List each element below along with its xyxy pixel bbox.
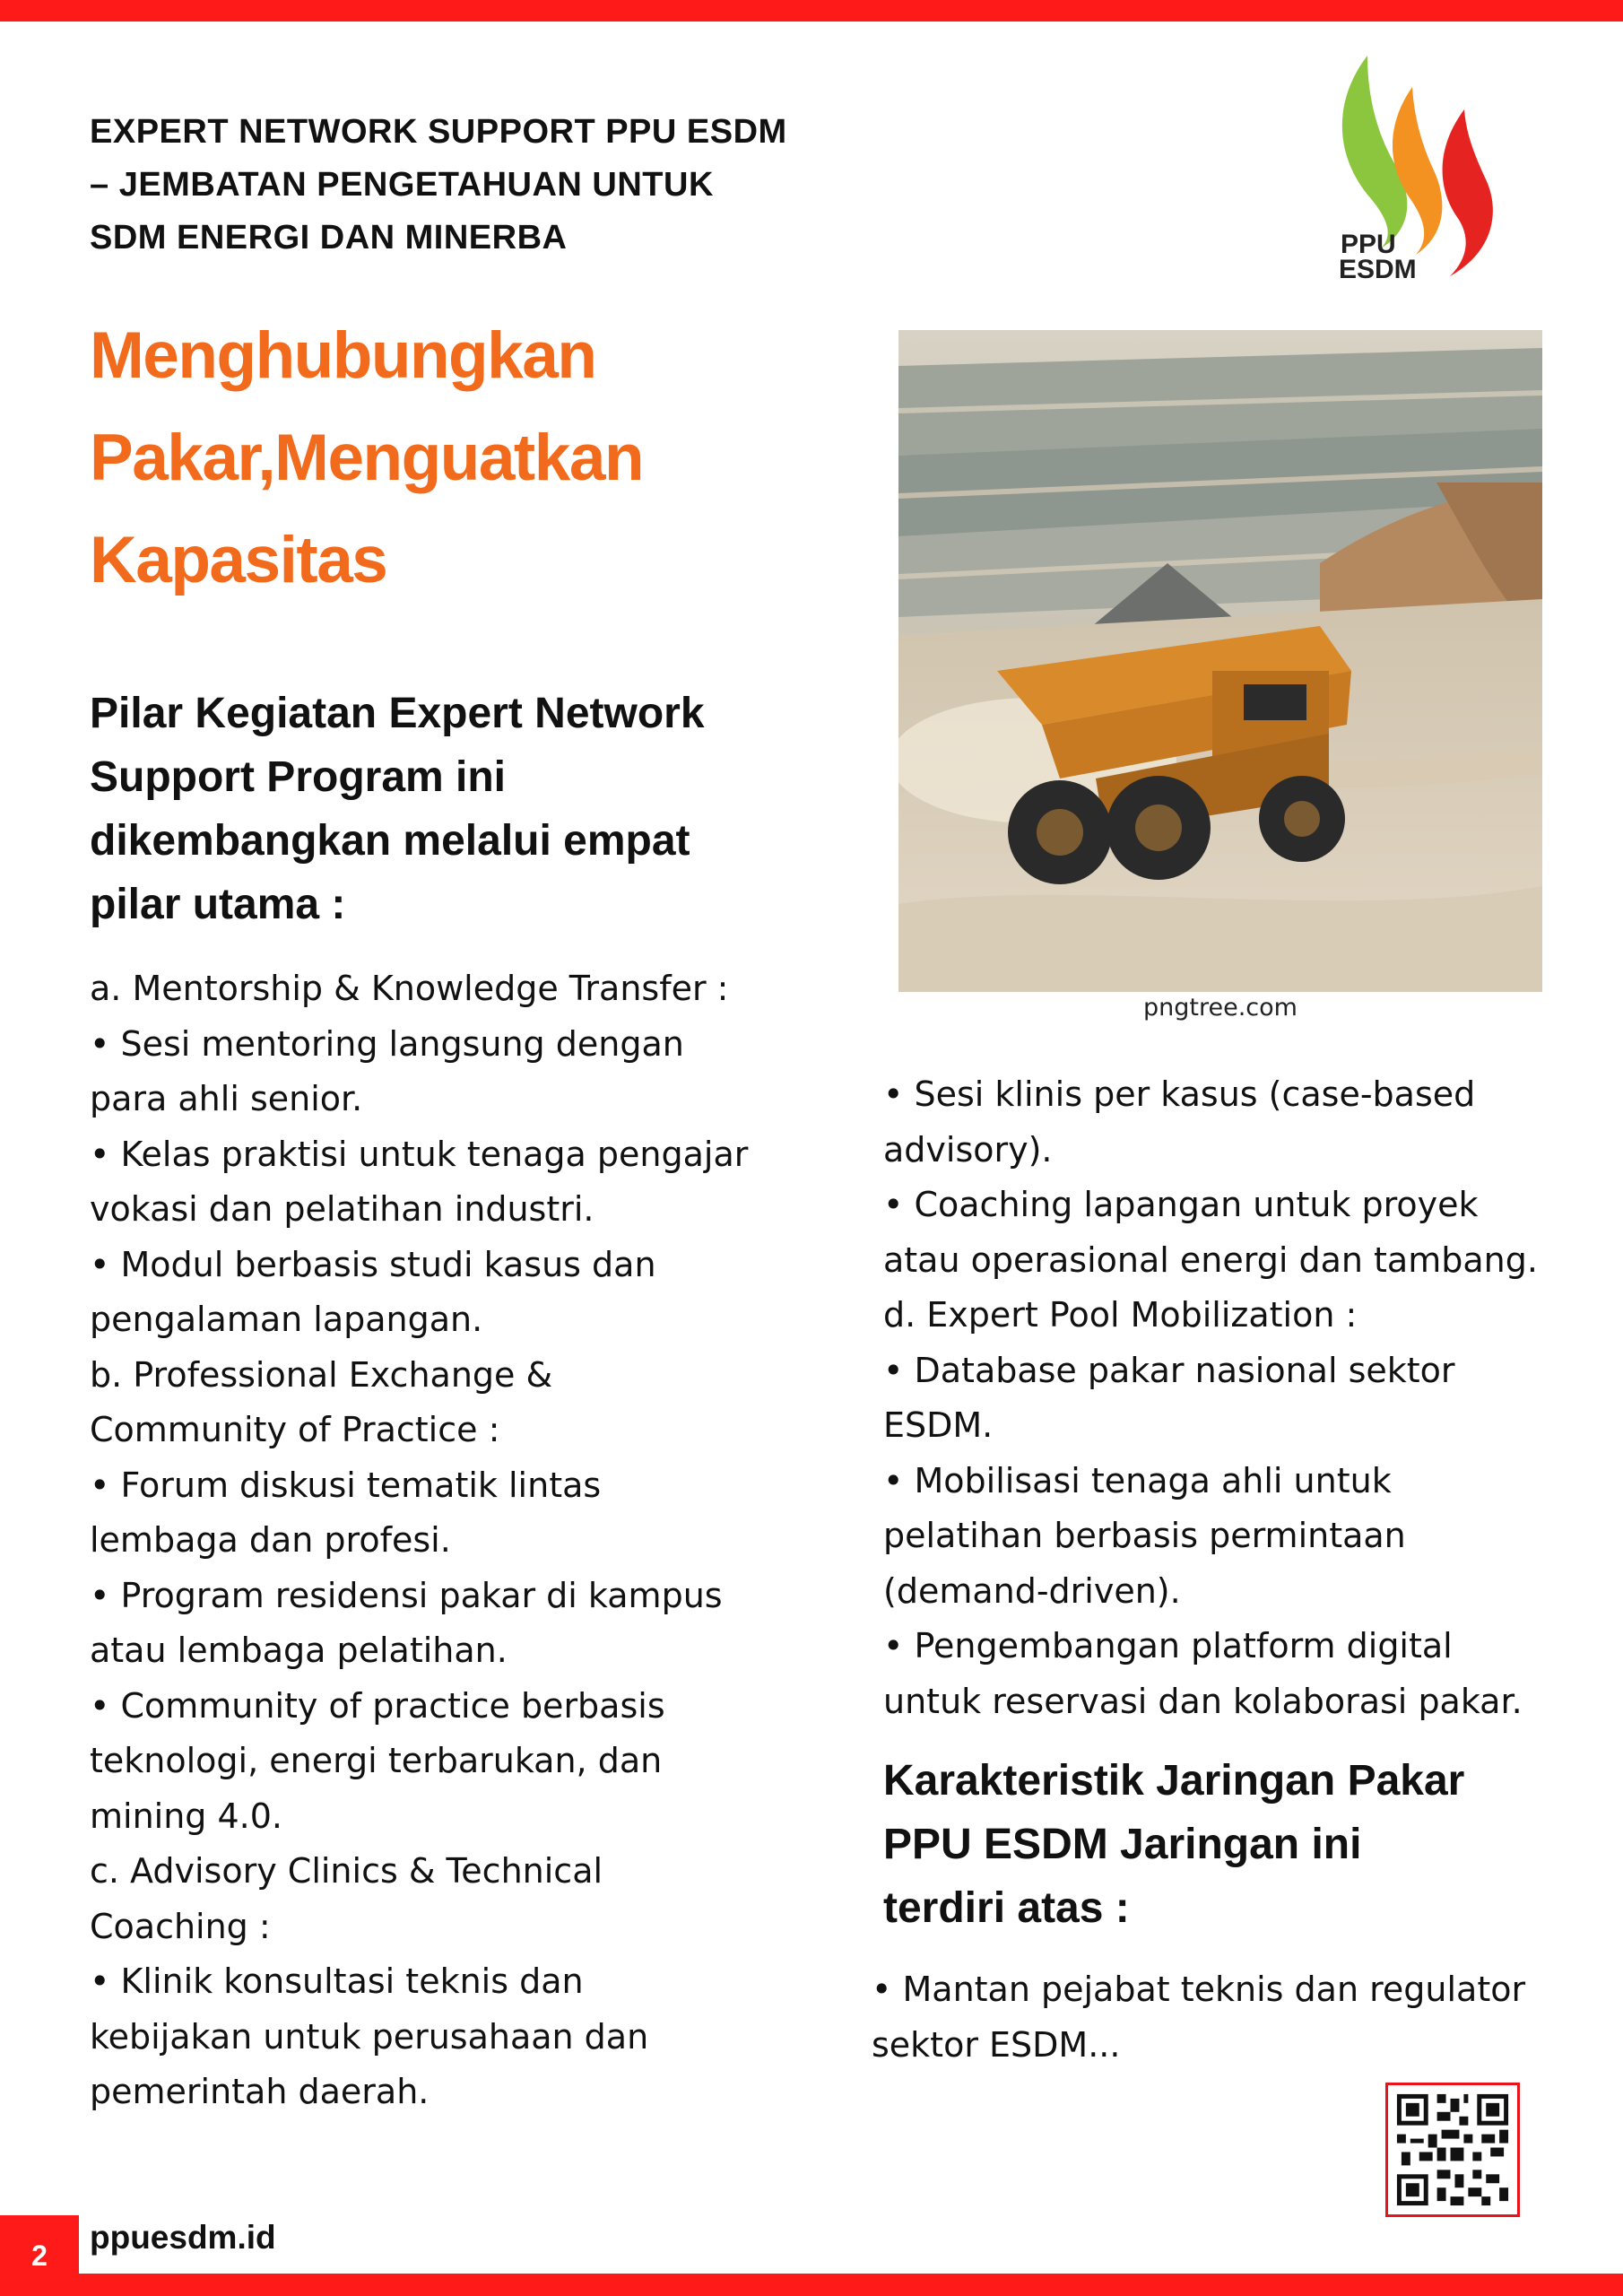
body-line: kebijakan untuk perusahaan dan	[90, 2016, 649, 2057]
header-title-line: SDM ENERGI DAN MINERBA	[90, 219, 568, 257]
document-header-title	[90, 106, 861, 265]
body-line: • Community of practice berbasis	[90, 1685, 665, 1726]
karakteristik-heading	[883, 1749, 1565, 1940]
karakteristik-heading-line: terdiri atas :	[883, 1884, 1130, 1932]
pillars-left-column	[90, 961, 807, 2120]
body-line: atau operasional energi dan tambang.	[883, 1239, 1538, 1280]
body-line: pelatihan berbasis permintaan	[883, 1516, 1406, 1555]
body-line: • Database pakar nasional sektor	[883, 1350, 1455, 1390]
hero-title-line: Pakar,Menguatkan	[90, 422, 644, 494]
body-line: atau lembaga pelatihan.	[90, 1631, 508, 1670]
body-line: (demand-driven).	[883, 1570, 1181, 1611]
pillars-heading-line: Pilar Kegiatan Expert Network	[90, 690, 705, 737]
body-line: • Pengembangan platform digital	[883, 1626, 1453, 1665]
mining-dump-truck-photo	[898, 330, 1542, 992]
body-line: Coaching :	[90, 1906, 271, 1946]
body-line: • Sesi mentoring langsung dengan	[90, 1023, 684, 1064]
footer-website-link[interactable]: ppuesdm.id	[90, 2219, 276, 2256]
body-line: • Mantan pejabat teknis dan regulator	[872, 1970, 1526, 2009]
karakteristik-heading-line: Karakteristik Jaringan Pakar	[883, 1757, 1465, 1805]
body-line: • Modul berbasis studi kasus dan	[90, 1244, 656, 1284]
body-line: ESDM.	[883, 1405, 994, 1445]
pillars-heading	[90, 682, 807, 936]
body-line: b. Professional Exchange &	[90, 1354, 553, 1395]
body-line: • Forum diskusi tematik lintas	[90, 1465, 602, 1505]
photo-credit: pngtree.com	[1143, 994, 1298, 1022]
bottom-accent-bar	[0, 2274, 1623, 2296]
hero-title	[90, 305, 825, 612]
body-line: mining 4.0.	[90, 1796, 283, 1836]
body-line: pemerintah daerah.	[90, 2072, 430, 2111]
body-line: teknologi, energi terbarukan, dan	[90, 1741, 663, 1780]
body-line: a. Mentorship & Knowledge Transfer :	[90, 969, 729, 1008]
page-number: 2	[0, 2215, 79, 2296]
hero-title-line: Menghubungkan	[90, 319, 596, 392]
pillars-right-column	[883, 1067, 1565, 1729]
body-line: • Kelas praktisi untuk tenaga pengajar	[90, 1134, 749, 1174]
karakteristik-heading-line: PPU ESDM Jaringan ini	[883, 1821, 1362, 1868]
header-title-line: EXPERT NETWORK SUPPORT PPU ESDM	[90, 113, 787, 151]
hero-title-line: Kapasitas	[90, 524, 387, 596]
body-line: d. Expert Pool Mobilization :	[883, 1295, 1358, 1335]
body-line: vokasi dan pelatihan industri.	[90, 1189, 595, 1229]
body-line: • Mobilisasi tenaga ahli untuk	[883, 1460, 1392, 1500]
body-line: • Program residensi pakar di kampus	[90, 1575, 723, 1615]
body-line: advisory).	[883, 1129, 1053, 1170]
body-line: sektor ESDM...	[872, 2024, 1121, 2065]
karakteristik-list	[872, 1962, 1571, 2073]
body-line: untuk reservasi dan kolaborasi pakar.	[883, 1681, 1523, 1721]
body-line: • Coaching lapangan untuk proyek	[883, 1185, 1479, 1224]
qr-code[interactable]	[1385, 2083, 1520, 2217]
body-line: Community of Practice :	[90, 1410, 500, 1449]
body-line: • Sesi klinis per kasus (case-based	[883, 1074, 1476, 1114]
body-line: • Klinik konsultasi teknis dan	[90, 1961, 584, 2001]
body-line: para ahli senior.	[90, 1079, 363, 1118]
body-line: lembaga dan profesi.	[90, 1520, 451, 1560]
pillars-heading-line: dikembangkan melalui empat	[90, 817, 690, 865]
body-line: c. Advisory Clinics & Technical	[90, 1851, 603, 1891]
logo-text-ppu: PPU	[1341, 230, 1396, 259]
top-accent-bar	[0, 0, 1623, 22]
logo-text-esdm: ESDM	[1339, 255, 1417, 280]
header-title-line: – JEMBATAN PENGETAHUAN UNTUK	[90, 166, 714, 204]
body-line: pengalaman lapangan.	[90, 1300, 483, 1339]
ppu-esdm-logo	[1332, 56, 1511, 280]
pillars-heading-line: Support Program ini	[90, 753, 507, 801]
pillars-heading-line: pilar utama :	[90, 881, 346, 928]
